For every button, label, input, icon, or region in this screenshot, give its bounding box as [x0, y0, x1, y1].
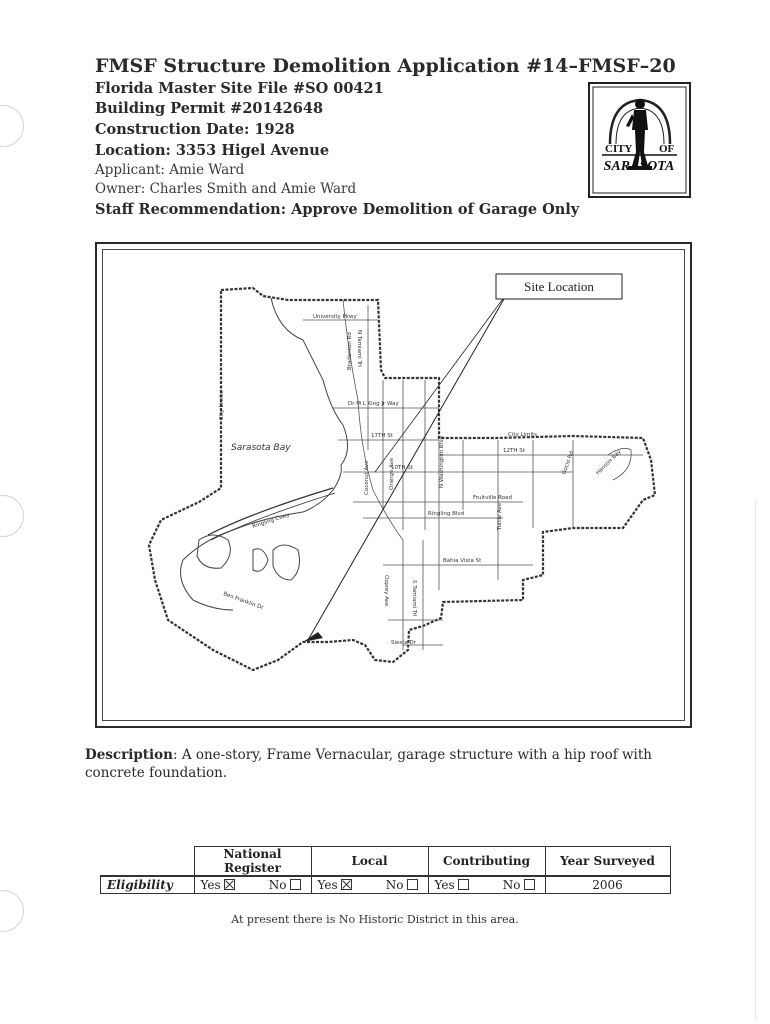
- building-permit: Building Permit #20142648: [95, 100, 324, 117]
- island: [253, 549, 268, 572]
- street-label: 10TH St: [391, 465, 413, 471]
- local-no-checkbox[interactable]: [407, 879, 418, 890]
- logo-name-text: SARASOTA: [603, 159, 675, 174]
- scan-edge: [755, 500, 756, 1020]
- site-file-number: Florida Master Site File #SO 00421: [95, 80, 384, 97]
- street-label: 17TH St: [371, 433, 393, 439]
- street-label: Bradenton Rd: [347, 332, 353, 370]
- table-row: [101, 876, 671, 894]
- page-title: FMSF Structure Demolition Application #14–FMSF–20: [95, 55, 676, 77]
- punch-hole: [0, 495, 24, 537]
- logo-city-text: CITY: [605, 143, 633, 155]
- site-marker: [303, 632, 323, 642]
- punch-hole: [0, 105, 24, 147]
- city-map-drawing: [103, 250, 688, 724]
- street-label: University Pkwy: [313, 314, 357, 320]
- applicant: Applicant: Amie Ward: [95, 162, 245, 178]
- no-label: No: [268, 878, 287, 892]
- location-map: [95, 242, 692, 728]
- no-label: No: [385, 878, 404, 892]
- owner: Owner: Charles Smith and Amie Ward: [95, 181, 357, 197]
- column-header: Local: [311, 847, 428, 877]
- street-label: N Washington Blvd: [439, 436, 445, 488]
- eligibility-table: [100, 846, 671, 894]
- street-label: Bahia Vista St: [443, 558, 482, 564]
- causeway: [208, 488, 333, 535]
- street-label: 12TH St: [503, 448, 525, 454]
- key-shoreline: [181, 512, 303, 610]
- city-limits-label: City Limits: [508, 432, 538, 438]
- description-text: : A one-story, Frame Vernacular, garage structure with a hip roof with concrete foundation.: [85, 747, 652, 781]
- table-header-row: [101, 847, 671, 877]
- street-label: Ringling Blvd: [428, 511, 465, 517]
- empty-header-cell: [101, 847, 195, 877]
- row-label: Eligibility: [101, 876, 195, 894]
- construction-date: Construction Date: 1928: [95, 121, 295, 138]
- location: Location: 3353 Higel Avenue: [95, 142, 330, 159]
- contributing-yes-checkbox[interactable]: [458, 879, 469, 890]
- street-label: Osprey Ave: [383, 575, 389, 607]
- street-label: S Tamiami Trl: [411, 580, 417, 617]
- city-boundary: [149, 288, 655, 670]
- national-register-yes-checkbox[interactable]: [224, 879, 235, 890]
- island: [273, 545, 299, 580]
- bay-label: Sarasota Bay: [231, 443, 291, 453]
- street-label: Gocio Rd: [561, 450, 576, 476]
- street-label: Orange Ave: [389, 457, 395, 490]
- street-label: Coconut Ave: [364, 460, 370, 495]
- footnote: At present there is No Historic District in this area.: [231, 913, 519, 926]
- yes-label: Yes: [200, 878, 221, 892]
- column-header: Year Surveyed: [545, 847, 670, 877]
- yes-label: Yes: [434, 878, 455, 892]
- national-register-cell: [194, 876, 311, 894]
- logo-of-text: OF: [659, 143, 675, 155]
- callout-label: Site Location: [524, 279, 594, 294]
- yes-label: Yes: [317, 878, 338, 892]
- year-surveyed-value: 2006: [545, 876, 670, 894]
- street-label: Hanson Bay: [595, 448, 623, 477]
- local-yes-checkbox[interactable]: [341, 879, 352, 890]
- shoreline: [271, 298, 348, 512]
- street-label: Ben Franklin Dr: [222, 591, 265, 612]
- contributing-no-checkbox[interactable]: [524, 879, 535, 890]
- street-label: N Tamiami Trl: [356, 330, 362, 367]
- city-limits-label: City Limits: [219, 390, 225, 420]
- contributing-cell: [428, 876, 545, 894]
- description: [85, 746, 685, 782]
- no-label: No: [502, 878, 521, 892]
- street-label: Dr M L King Jr Way: [348, 401, 399, 407]
- staff-recommendation: Staff Recommendation: Approve Demolition of Garage Only: [95, 201, 580, 218]
- street-label: Siesta Dr: [391, 640, 417, 646]
- national-register-no-checkbox[interactable]: [290, 879, 301, 890]
- island: [197, 535, 230, 568]
- column-header: National Register: [194, 847, 311, 877]
- description-label: Description: [85, 747, 173, 763]
- street-label: Tuttle Ave: [497, 502, 503, 530]
- street-label: Ringling Cswy: [251, 512, 291, 530]
- city-logo: [588, 82, 691, 198]
- local-cell: [311, 876, 428, 894]
- column-header: Contributing: [428, 847, 545, 877]
- street-label: Fruitville Road: [473, 495, 512, 501]
